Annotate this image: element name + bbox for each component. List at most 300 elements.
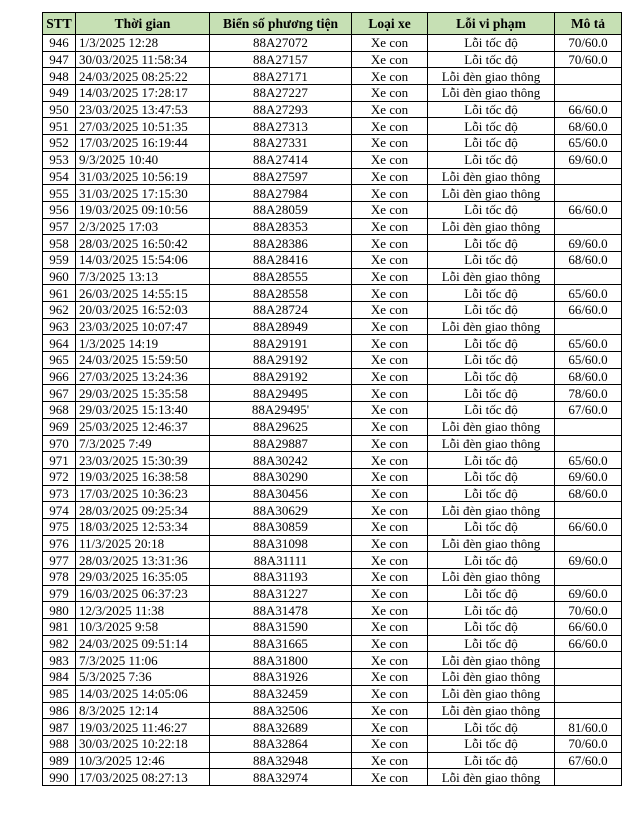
table-row — [43, 302, 622, 319]
cell-vehicle-type: Xe con — [352, 685, 428, 702]
cell-plate: 88A31665 — [210, 635, 352, 652]
cell-violation: Lỗi tốc độ — [428, 485, 555, 502]
cell-stt: 946 — [43, 35, 76, 52]
cell-description: 65/60.0 — [555, 452, 622, 469]
cell-violation: Lỗi đèn giao thông — [428, 218, 555, 235]
cell-time: 10/3/2025 9:58 — [76, 619, 210, 636]
table-row — [43, 585, 622, 602]
cell-stt: 986 — [43, 702, 76, 719]
header-row — [43, 13, 622, 35]
cell-stt: 948 — [43, 68, 76, 85]
cell-vehicle-type: Xe con — [352, 485, 428, 502]
table-row — [43, 101, 622, 118]
cell-violation: Lỗi đèn giao thông — [428, 569, 555, 586]
cell-violation: Lỗi tốc độ — [428, 302, 555, 319]
cell-description: 65/60.0 — [555, 352, 622, 369]
cell-stt: 984 — [43, 669, 76, 686]
cell-plate: 88A32689 — [210, 719, 352, 736]
cell-plate: 88A32948 — [210, 752, 352, 769]
table-row — [43, 418, 622, 435]
table-row — [43, 685, 622, 702]
cell-time: 14/03/2025 15:54:06 — [76, 251, 210, 268]
cell-stt: 956 — [43, 201, 76, 218]
table-row — [43, 619, 622, 636]
cell-plate: 88A30456 — [210, 485, 352, 502]
cell-stt: 978 — [43, 569, 76, 586]
cell-violation: Lỗi đèn giao thông — [428, 268, 555, 285]
cell-time: 9/3/2025 10:40 — [76, 151, 210, 168]
cell-plate: 88A28416 — [210, 251, 352, 268]
cell-stt: 961 — [43, 285, 76, 302]
cell-description: 70/60.0 — [555, 602, 622, 619]
cell-violation: Lỗi đèn giao thông — [428, 535, 555, 552]
cell-time: 16/03/2025 06:37:23 — [76, 585, 210, 602]
cell-time: 8/3/2025 12:14 — [76, 702, 210, 719]
cell-vehicle-type: Xe con — [352, 602, 428, 619]
cell-violation: Lỗi tốc độ — [428, 352, 555, 369]
cell-vehicle-type: Xe con — [352, 268, 428, 285]
cell-vehicle-type: Xe con — [352, 752, 428, 769]
table-row — [43, 435, 622, 452]
cell-plate: 88A29495' — [210, 402, 352, 419]
table-row — [43, 235, 622, 252]
table-row — [43, 335, 622, 352]
cell-stt: 985 — [43, 685, 76, 702]
cell-time: 31/03/2025 10:56:19 — [76, 168, 210, 185]
cell-time: 11/3/2025 20:18 — [76, 535, 210, 552]
table-row — [43, 218, 622, 235]
cell-description: 69/60.0 — [555, 235, 622, 252]
table-row — [43, 201, 622, 218]
cell-plate: 88A28555 — [210, 268, 352, 285]
cell-vehicle-type: Xe con — [352, 619, 428, 636]
table-header — [43, 13, 622, 35]
cell-violation: Lỗi tốc độ — [428, 201, 555, 218]
cell-description: 65/60.0 — [555, 335, 622, 352]
cell-time: 14/03/2025 14:05:06 — [76, 685, 210, 702]
table-row — [43, 569, 622, 586]
cell-vehicle-type: Xe con — [352, 335, 428, 352]
table-row — [43, 251, 622, 268]
cell-time: 7/3/2025 11:06 — [76, 652, 210, 669]
cell-plate: 88A31590 — [210, 619, 352, 636]
cell-stt: 968 — [43, 402, 76, 419]
cell-time: 29/03/2025 16:35:05 — [76, 569, 210, 586]
header-violation: Lỗi vi phạm — [428, 13, 555, 35]
cell-plate: 88A31227 — [210, 585, 352, 602]
cell-description: 66/60.0 — [555, 518, 622, 535]
cell-time: 24/03/2025 08:25:22 — [76, 68, 210, 85]
cell-description — [555, 218, 622, 235]
cell-plate: 88A29192 — [210, 368, 352, 385]
cell-violation: Lỗi đèn giao thông — [428, 769, 555, 786]
cell-violation: Lỗi đèn giao thông — [428, 685, 555, 702]
cell-plate: 88A29191 — [210, 335, 352, 352]
cell-time: 28/03/2025 13:31:36 — [76, 552, 210, 569]
cell-violation: Lỗi tốc độ — [428, 635, 555, 652]
table-row — [43, 135, 622, 152]
cell-plate: 88A30629 — [210, 502, 352, 519]
cell-vehicle-type: Xe con — [352, 502, 428, 519]
cell-stt: 982 — [43, 635, 76, 652]
cell-description: 66/60.0 — [555, 635, 622, 652]
cell-violation: Lỗi tốc độ — [428, 602, 555, 619]
table-row — [43, 719, 622, 736]
cell-vehicle-type: Xe con — [352, 552, 428, 569]
cell-plate: 88A29625 — [210, 418, 352, 435]
table-row — [43, 318, 622, 335]
cell-vehicle-type: Xe con — [352, 719, 428, 736]
cell-plate: 88A27072 — [210, 35, 352, 52]
cell-plate: 88A28386 — [210, 235, 352, 252]
cell-time: 19/03/2025 16:38:58 — [76, 468, 210, 485]
cell-stt: 957 — [43, 218, 76, 235]
cell-vehicle-type: Xe con — [352, 735, 428, 752]
cell-plate: 88A31926 — [210, 669, 352, 686]
cell-violation: Lỗi tốc độ — [428, 719, 555, 736]
cell-description — [555, 85, 622, 102]
cell-violation: Lỗi đèn giao thông — [428, 168, 555, 185]
cell-time: 23/03/2025 10:07:47 — [76, 318, 210, 335]
cell-stt: 953 — [43, 151, 76, 168]
cell-time: 23/03/2025 15:30:39 — [76, 452, 210, 469]
cell-vehicle-type: Xe con — [352, 368, 428, 385]
cell-plate: 88A29495 — [210, 385, 352, 402]
cell-description — [555, 502, 622, 519]
cell-description — [555, 652, 622, 669]
cell-stt: 967 — [43, 385, 76, 402]
cell-stt: 952 — [43, 135, 76, 152]
cell-description: 65/60.0 — [555, 285, 622, 302]
cell-violation: Lỗi đèn giao thông — [428, 502, 555, 519]
cell-vehicle-type: Xe con — [352, 652, 428, 669]
cell-violation: Lỗi tốc độ — [428, 101, 555, 118]
cell-violation: Lỗi tốc độ — [428, 51, 555, 68]
cell-time: 19/03/2025 11:46:27 — [76, 719, 210, 736]
cell-description: 69/60.0 — [555, 151, 622, 168]
cell-time: 12/3/2025 11:38 — [76, 602, 210, 619]
cell-time: 20/03/2025 16:52:03 — [76, 302, 210, 319]
cell-stt: 971 — [43, 452, 76, 469]
cell-time: 7/3/2025 13:13 — [76, 268, 210, 285]
cell-description: 66/60.0 — [555, 302, 622, 319]
cell-violation: Lỗi tốc độ — [428, 385, 555, 402]
cell-description: 69/60.0 — [555, 585, 622, 602]
cell-vehicle-type: Xe con — [352, 468, 428, 485]
cell-vehicle-type: Xe con — [352, 402, 428, 419]
cell-time: 30/03/2025 10:22:18 — [76, 735, 210, 752]
cell-vehicle-type: Xe con — [352, 535, 428, 552]
table-row — [43, 735, 622, 752]
cell-description: 68/60.0 — [555, 485, 622, 502]
cell-stt: 973 — [43, 485, 76, 502]
table-row — [43, 352, 622, 369]
cell-plate: 88A27293 — [210, 101, 352, 118]
cell-description — [555, 535, 622, 552]
cell-plate: 88A27984 — [210, 185, 352, 202]
table-row — [43, 285, 622, 302]
cell-time: 17/03/2025 16:19:44 — [76, 135, 210, 152]
cell-vehicle-type: Xe con — [352, 251, 428, 268]
cell-plate: 88A27414 — [210, 151, 352, 168]
table-row — [43, 652, 622, 669]
cell-plate: 88A28949 — [210, 318, 352, 335]
cell-vehicle-type: Xe con — [352, 185, 428, 202]
cell-vehicle-type: Xe con — [352, 569, 428, 586]
violations-table — [42, 12, 622, 786]
cell-plate: 88A32506 — [210, 702, 352, 719]
cell-time: 25/03/2025 12:46:37 — [76, 418, 210, 435]
cell-vehicle-type: Xe con — [352, 235, 428, 252]
cell-description: 68/60.0 — [555, 118, 622, 135]
cell-time: 23/03/2025 13:47:53 — [76, 101, 210, 118]
table-row — [43, 669, 622, 686]
table-row — [43, 702, 622, 719]
cell-stt: 981 — [43, 619, 76, 636]
cell-plate: 88A30290 — [210, 468, 352, 485]
table-row — [43, 35, 622, 52]
cell-stt: 990 — [43, 769, 76, 786]
cell-description: 67/60.0 — [555, 752, 622, 769]
cell-stt: 949 — [43, 85, 76, 102]
cell-description — [555, 418, 622, 435]
table-row — [43, 535, 622, 552]
cell-stt: 966 — [43, 368, 76, 385]
cell-stt: 976 — [43, 535, 76, 552]
cell-violation: Lỗi tốc độ — [428, 552, 555, 569]
cell-stt: 988 — [43, 735, 76, 752]
cell-plate: 88A28558 — [210, 285, 352, 302]
cell-violation: Lỗi tốc độ — [428, 619, 555, 636]
cell-plate: 88A27313 — [210, 118, 352, 135]
cell-vehicle-type: Xe con — [352, 168, 428, 185]
cell-description — [555, 435, 622, 452]
cell-stt: 958 — [43, 235, 76, 252]
cell-stt: 959 — [43, 251, 76, 268]
cell-vehicle-type: Xe con — [352, 35, 428, 52]
table-row — [43, 752, 622, 769]
cell-description — [555, 569, 622, 586]
table-row — [43, 85, 622, 102]
cell-time: 1/3/2025 14:19 — [76, 335, 210, 352]
cell-description: 65/60.0 — [555, 135, 622, 152]
cell-stt: 989 — [43, 752, 76, 769]
cell-violation: Lỗi tốc độ — [428, 735, 555, 752]
cell-violation: Lỗi tốc độ — [428, 468, 555, 485]
cell-vehicle-type: Xe con — [352, 702, 428, 719]
cell-plate: 88A28353 — [210, 218, 352, 235]
cell-stt: 972 — [43, 468, 76, 485]
cell-plate: 88A32864 — [210, 735, 352, 752]
cell-description — [555, 168, 622, 185]
header-stt: STT — [43, 13, 76, 35]
cell-description: 69/60.0 — [555, 552, 622, 569]
table-row — [43, 602, 622, 619]
cell-description: 69/60.0 — [555, 468, 622, 485]
cell-vehicle-type: Xe con — [352, 68, 428, 85]
cell-plate: 88A30242 — [210, 452, 352, 469]
cell-stt: 977 — [43, 552, 76, 569]
cell-stt: 950 — [43, 101, 76, 118]
table-row — [43, 552, 622, 569]
cell-vehicle-type: Xe con — [352, 385, 428, 402]
cell-stt: 960 — [43, 268, 76, 285]
table-row — [43, 368, 622, 385]
cell-time: 29/03/2025 15:35:58 — [76, 385, 210, 402]
table-row — [43, 402, 622, 419]
cell-time: 10/3/2025 12:46 — [76, 752, 210, 769]
cell-vehicle-type: Xe con — [352, 218, 428, 235]
cell-stt: 955 — [43, 185, 76, 202]
cell-vehicle-type: Xe con — [352, 318, 428, 335]
table-row — [43, 385, 622, 402]
cell-description: 66/60.0 — [555, 201, 622, 218]
header-time: Thời gian — [76, 13, 210, 35]
cell-description: 81/60.0 — [555, 719, 622, 736]
cell-description — [555, 68, 622, 85]
cell-time: 28/03/2025 09:25:34 — [76, 502, 210, 519]
cell-description — [555, 185, 622, 202]
cell-violation: Lỗi tốc độ — [428, 35, 555, 52]
table-row — [43, 118, 622, 135]
cell-violation: Lỗi đèn giao thông — [428, 185, 555, 202]
table-row — [43, 518, 622, 535]
table-row — [43, 151, 622, 168]
cell-stt: 969 — [43, 418, 76, 435]
cell-time: 1/3/2025 12:28 — [76, 35, 210, 52]
cell-time: 17/03/2025 10:36:23 — [76, 485, 210, 502]
cell-vehicle-type: Xe con — [352, 518, 428, 535]
cell-stt: 964 — [43, 335, 76, 352]
table-row — [43, 452, 622, 469]
cell-plate: 88A31098 — [210, 535, 352, 552]
cell-violation: Lỗi đèn giao thông — [428, 68, 555, 85]
cell-plate: 88A27171 — [210, 68, 352, 85]
cell-description: 78/60.0 — [555, 385, 622, 402]
cell-time: 2/3/2025 17:03 — [76, 218, 210, 235]
cell-plate: 88A27597 — [210, 168, 352, 185]
cell-description: 66/60.0 — [555, 619, 622, 636]
table-row — [43, 635, 622, 652]
cell-plate: 88A29887 — [210, 435, 352, 452]
cell-time: 19/03/2025 09:10:56 — [76, 201, 210, 218]
header-plate: Biển số phương tiện — [210, 13, 352, 35]
cell-time: 7/3/2025 7:49 — [76, 435, 210, 452]
cell-violation: Lỗi đèn giao thông — [428, 652, 555, 669]
table-row — [43, 185, 622, 202]
cell-vehicle-type: Xe con — [352, 435, 428, 452]
table-row — [43, 502, 622, 519]
cell-time: 14/03/2025 17:28:17 — [76, 85, 210, 102]
cell-violation: Lỗi tốc độ — [428, 368, 555, 385]
cell-time: 17/03/2025 08:27:13 — [76, 769, 210, 786]
cell-violation: Lỗi tốc độ — [428, 235, 555, 252]
cell-stt: 954 — [43, 168, 76, 185]
header-description: Mô tả — [555, 13, 622, 35]
cell-stt: 963 — [43, 318, 76, 335]
cell-vehicle-type: Xe con — [352, 452, 428, 469]
cell-description — [555, 669, 622, 686]
cell-vehicle-type: Xe con — [352, 201, 428, 218]
cell-violation: Lỗi đèn giao thông — [428, 702, 555, 719]
cell-stt: 962 — [43, 302, 76, 319]
cell-description: 66/60.0 — [555, 101, 622, 118]
cell-violation: Lỗi đèn giao thông — [428, 418, 555, 435]
cell-plate: 88A31111 — [210, 552, 352, 569]
cell-vehicle-type: Xe con — [352, 352, 428, 369]
cell-plate: 88A27157 — [210, 51, 352, 68]
table-row — [43, 268, 622, 285]
header-vehicle-type: Loại xe — [352, 13, 428, 35]
cell-time: 27/03/2025 10:51:35 — [76, 118, 210, 135]
cell-vehicle-type: Xe con — [352, 302, 428, 319]
cell-description — [555, 769, 622, 786]
cell-stt: 951 — [43, 118, 76, 135]
cell-vehicle-type: Xe con — [352, 151, 428, 168]
cell-plate: 88A27331 — [210, 135, 352, 152]
cell-time: 27/03/2025 13:24:36 — [76, 368, 210, 385]
cell-plate: 88A31193 — [210, 569, 352, 586]
cell-time: 28/03/2025 16:50:42 — [76, 235, 210, 252]
cell-description: 70/60.0 — [555, 51, 622, 68]
cell-violation: Lỗi tốc độ — [428, 518, 555, 535]
cell-time: 29/03/2025 15:13:40 — [76, 402, 210, 419]
cell-violation: Lỗi đèn giao thông — [428, 318, 555, 335]
cell-vehicle-type: Xe con — [352, 85, 428, 102]
cell-vehicle-type: Xe con — [352, 101, 428, 118]
table-row — [43, 68, 622, 85]
cell-plate: 88A32459 — [210, 685, 352, 702]
cell-vehicle-type: Xe con — [352, 285, 428, 302]
cell-violation: Lỗi tốc độ — [428, 452, 555, 469]
cell-violation: Lỗi đèn giao thông — [428, 435, 555, 452]
table-row — [43, 168, 622, 185]
table-row — [43, 51, 622, 68]
cell-description — [555, 318, 622, 335]
cell-time: 26/03/2025 14:55:15 — [76, 285, 210, 302]
cell-vehicle-type: Xe con — [352, 135, 428, 152]
cell-stt: 987 — [43, 719, 76, 736]
cell-violation: Lỗi tốc độ — [428, 752, 555, 769]
cell-vehicle-type: Xe con — [352, 635, 428, 652]
cell-time: 24/03/2025 09:51:14 — [76, 635, 210, 652]
cell-violation: Lỗi tốc độ — [428, 251, 555, 268]
cell-violation: Lỗi tốc độ — [428, 585, 555, 602]
cell-vehicle-type: Xe con — [352, 51, 428, 68]
cell-violation: Lỗi tốc độ — [428, 118, 555, 135]
cell-plate: 88A27227 — [210, 85, 352, 102]
cell-vehicle-type: Xe con — [352, 418, 428, 435]
cell-time: 18/03/2025 12:53:34 — [76, 518, 210, 535]
cell-plate: 88A28059 — [210, 201, 352, 218]
cell-plate: 88A31800 — [210, 652, 352, 669]
cell-time: 31/03/2025 17:15:30 — [76, 185, 210, 202]
cell-time: 5/3/2025 7:36 — [76, 669, 210, 686]
cell-stt: 974 — [43, 502, 76, 519]
cell-vehicle-type: Xe con — [352, 118, 428, 135]
table-row — [43, 468, 622, 485]
cell-stt: 983 — [43, 652, 76, 669]
cell-violation: Lỗi đèn giao thông — [428, 85, 555, 102]
cell-plate: 88A31478 — [210, 602, 352, 619]
cell-vehicle-type: Xe con — [352, 669, 428, 686]
cell-violation: Lỗi đèn giao thông — [428, 669, 555, 686]
cell-stt: 979 — [43, 585, 76, 602]
cell-time: 24/03/2025 15:59:50 — [76, 352, 210, 369]
cell-description: 67/60.0 — [555, 402, 622, 419]
cell-description: 68/60.0 — [555, 368, 622, 385]
table-row — [43, 769, 622, 786]
